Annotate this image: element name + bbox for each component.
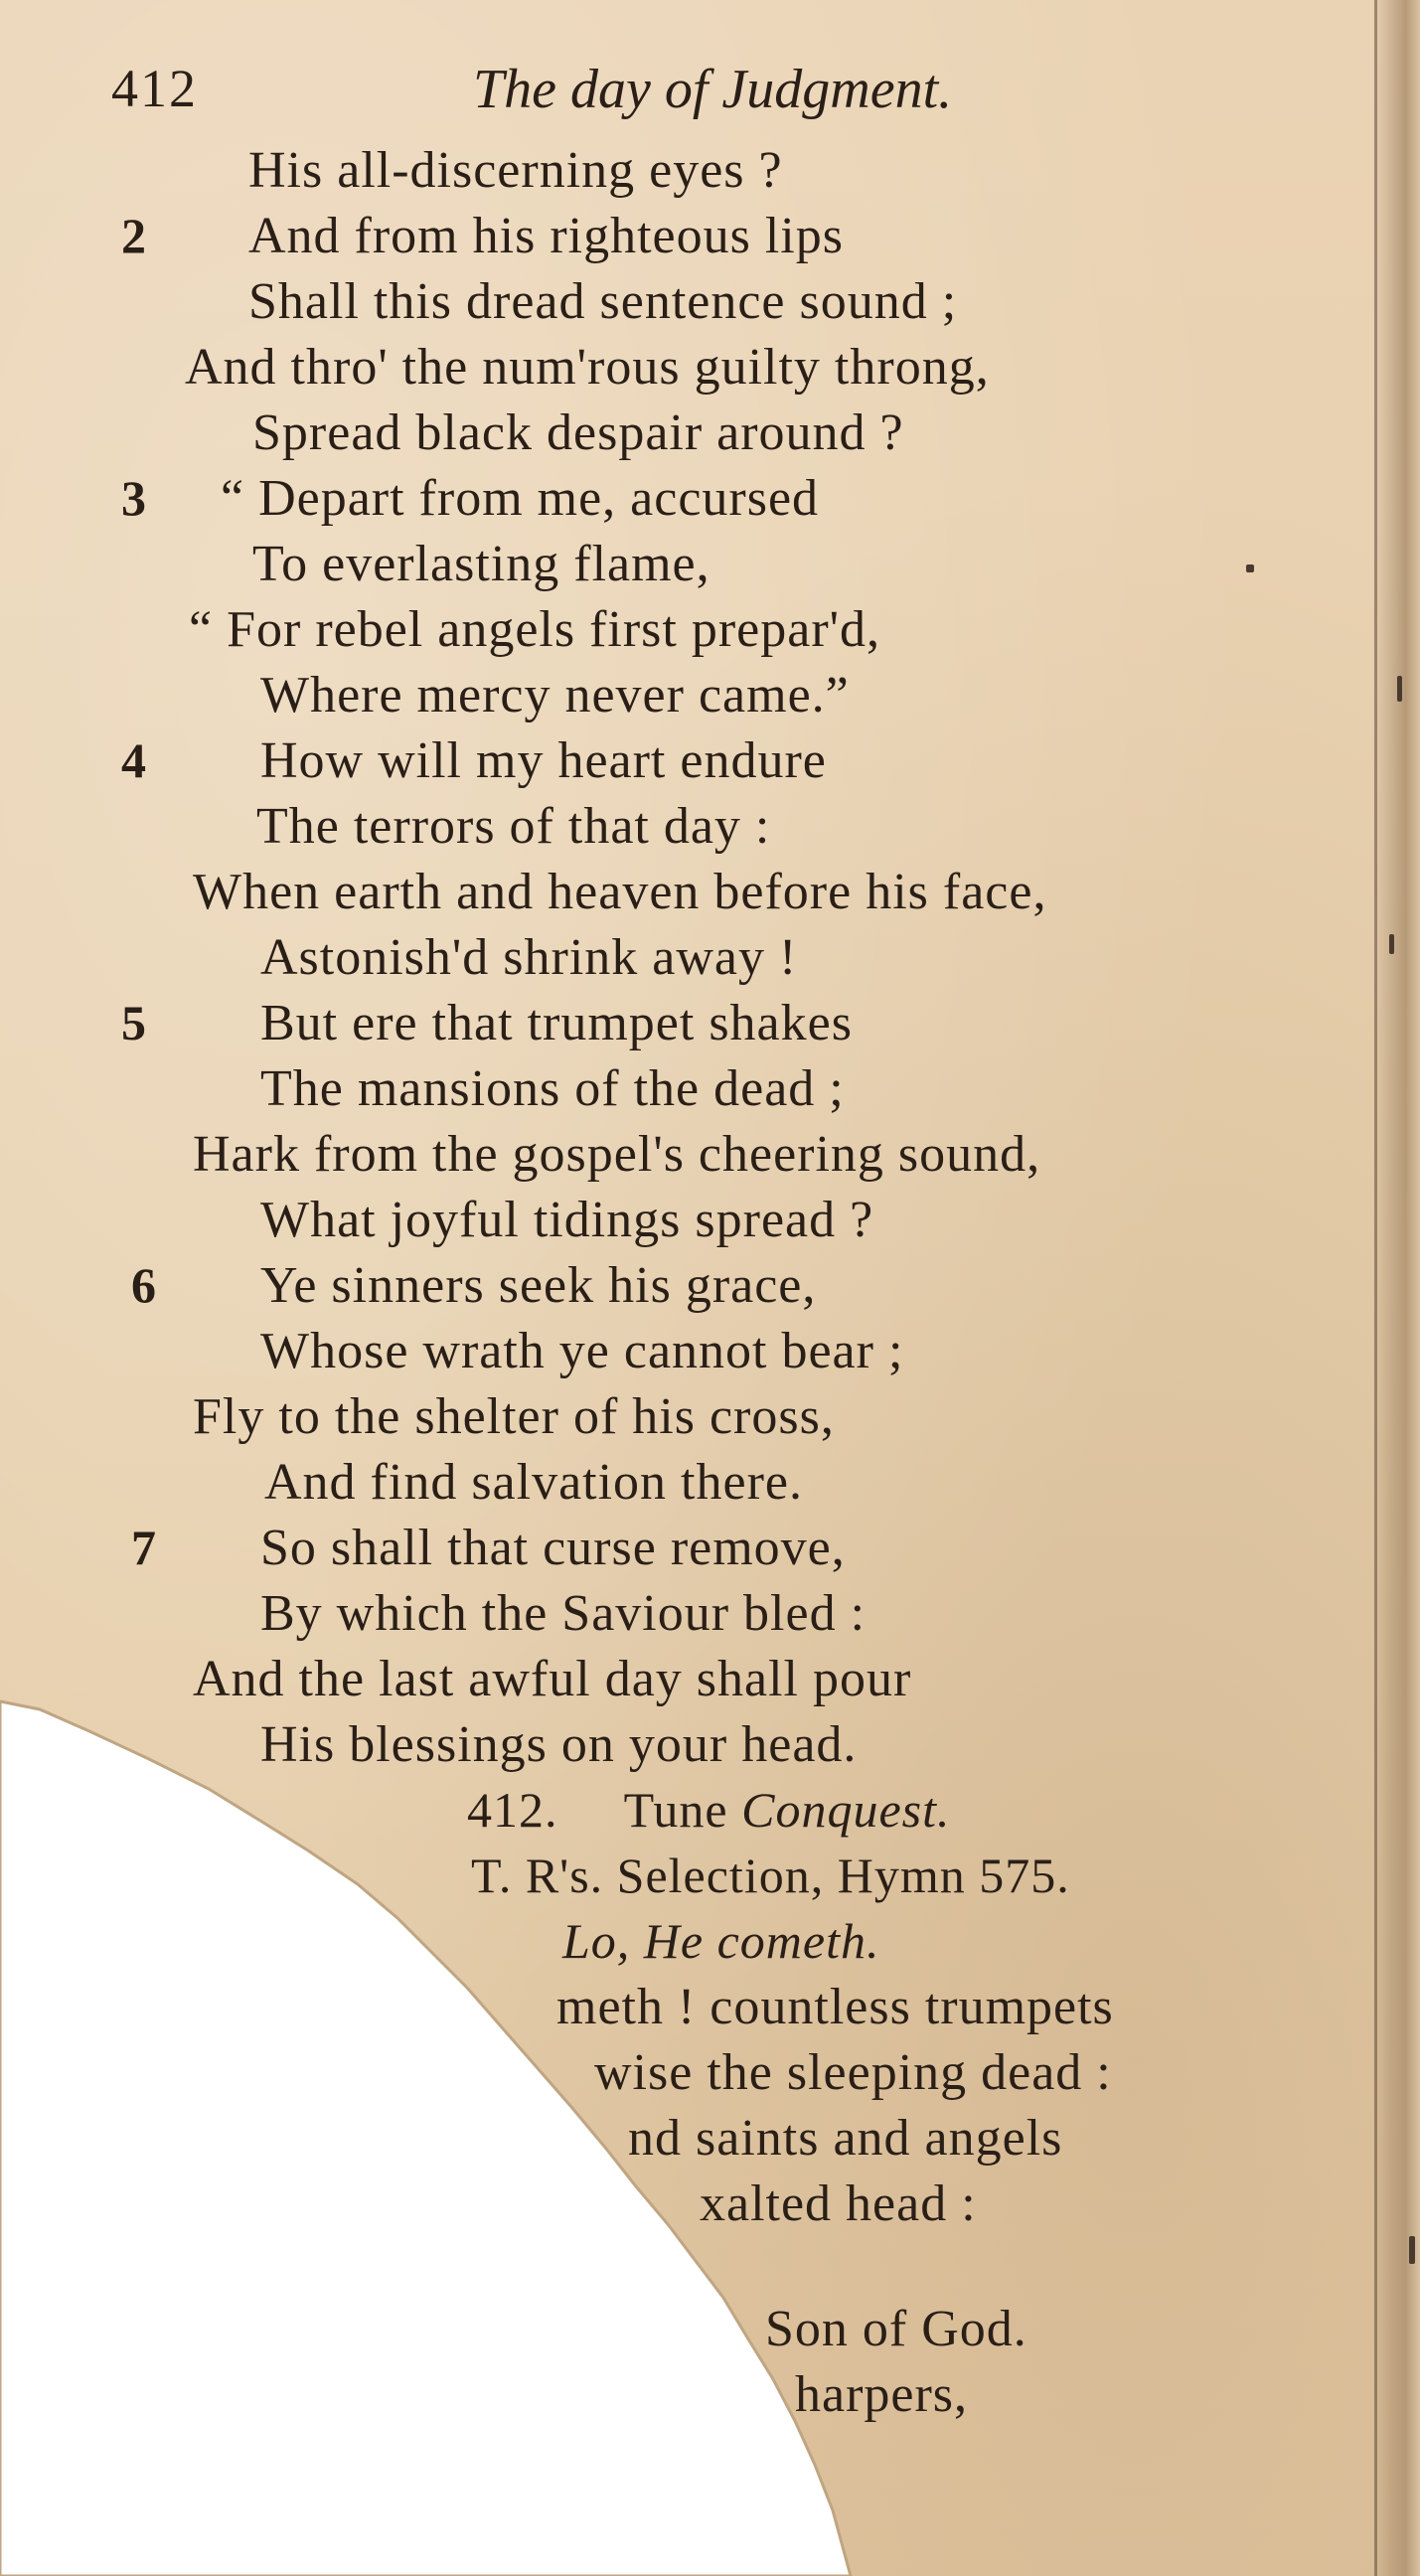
verse-line: The terrors of that day :	[256, 798, 771, 855]
verse-line: Spread black despair around ?	[252, 404, 904, 461]
verse-line: What joyful tidings spread ?	[260, 1192, 874, 1248]
selection-reference: T. R's. Selection, Hymn 575.	[471, 1848, 1070, 1903]
fragment-line: xalted head :	[700, 2175, 977, 2232]
verse-number: 3	[121, 470, 146, 526]
verse-line: Where mercy never came.”	[260, 667, 850, 724]
verse-line: To everlasting flame,	[252, 536, 710, 592]
verse-line: Hark from the gospel's cheering sound,	[193, 1126, 1041, 1183]
fragment-line: nd saints and angels	[628, 2110, 1063, 2167]
running-title: The day of Judgment.	[473, 59, 953, 120]
verse-line: By which the Saviour bled :	[260, 1585, 867, 1642]
verse-line: How will my heart endure	[260, 732, 827, 789]
verse-line: Fly to the shelter of his cross,	[193, 1388, 835, 1445]
verse-number: 4	[121, 732, 146, 788]
fragment-line: harpers,	[795, 2366, 969, 2423]
verse-line: His all-discerning eyes ?	[248, 142, 783, 199]
verse-number: 7	[131, 1520, 156, 1575]
verse-number: 5	[121, 995, 146, 1050]
verse-line: Whose wrath ye cannot bear ;	[260, 1323, 904, 1379]
verse-line: And thro' the num'rous guilty throng,	[185, 339, 990, 396]
verse-line: But ere that trumpet shakes	[260, 995, 853, 1051]
verse-line: “ For rebel angels first prepar'd,	[189, 601, 881, 658]
verse-line: And the last awful day shall pour	[193, 1651, 912, 1707]
verse-line: The mansions of the dead ;	[260, 1060, 845, 1117]
verse-line: Astonish'd shrink away !	[260, 929, 798, 986]
verse-line: His blessings on your head.	[260, 1716, 858, 1773]
verse-line: Shall this dread sentence sound ;	[248, 273, 958, 330]
verse-line: And find salvation there.	[264, 1454, 803, 1511]
verse-line: And from his righteous lips	[248, 208, 844, 264]
verse-line: Ye sinners seek his grace,	[260, 1257, 817, 1314]
verse-number: 2	[121, 208, 146, 263]
tune-label: Tune	[623, 1782, 728, 1838]
verse-line: So shall that curse remove,	[260, 1520, 846, 1576]
page-number: 412	[111, 59, 198, 118]
verse-line: “ Depart from me, accursed	[221, 470, 820, 527]
hymn-number: 412.	[467, 1782, 558, 1838]
fragment-line: wise the sleeping dead :	[594, 2044, 1112, 2101]
hymn-title: Lo, He cometh.	[562, 1913, 880, 1969]
verse-number: 6	[131, 1257, 156, 1313]
fragment-line: Son of God.	[765, 2301, 1027, 2357]
torn-edge	[0, 1701, 851, 2576]
fragment-line: meth ! countless trumpets	[556, 1979, 1114, 2035]
verse-line: When earth and heaven before his face,	[193, 864, 1047, 920]
tune-name: Conquest.	[741, 1782, 951, 1838]
